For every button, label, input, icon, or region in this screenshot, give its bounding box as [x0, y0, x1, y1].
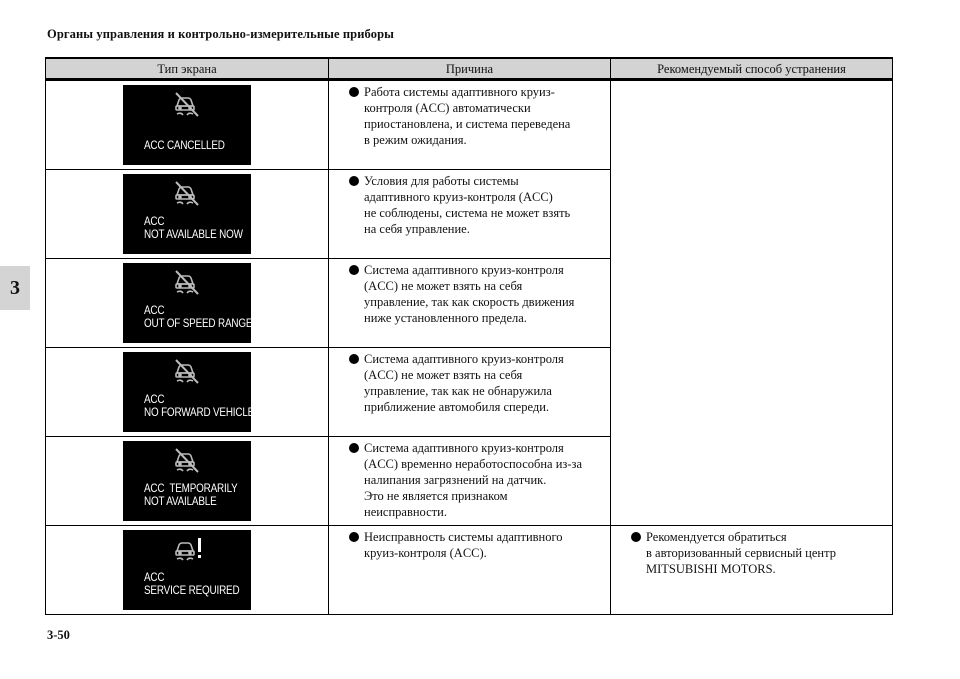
acc-warning-icon: [169, 535, 205, 563]
bullet-icon: [349, 265, 359, 275]
screen-message: ACC CANCELLED: [144, 140, 225, 152]
screen-type-cell: [46, 81, 329, 170]
display-screen: [123, 441, 251, 521]
cause-text: Система адаптивного круиз-контроля (ACC) временно неработоспособна из-за налипания загрязнений на датчик. Это не является признаком неисправности.: [364, 441, 582, 519]
column-header-screen-type: Тип экрана: [46, 58, 329, 81]
cause-text: Система адаптивного круиз-контроля (ACC) не может взять на себя управление, так как скорость движения ниже установленного предела.: [364, 263, 575, 325]
cause-cell: [329, 259, 611, 348]
cause-text: Условия для работы системы адаптивного круиз-контроля (ACC) не соблюдены, система не может взять на себя управление.: [364, 174, 571, 236]
page-title: Органы управления и контрольно-измерительные приборы: [47, 27, 394, 41]
bullet-icon: [349, 176, 359, 186]
screen-message: ACC OUT OF SPEED RANGE: [144, 305, 253, 330]
cause-text: Система адаптивного круиз-контроля (ACC) не может взять на себя управление, так как не обнаружила приближение автомобиля спереди.: [364, 352, 564, 414]
cause-cell: [329, 348, 611, 437]
column-header-cause: Причина: [329, 58, 611, 81]
display-messages-table: [45, 57, 893, 615]
screen-message: ACC TEMPORARILY NOT AVAILABLE: [144, 483, 238, 508]
table-row: [46, 526, 893, 615]
acc-off-icon: [173, 179, 201, 207]
display-screen: [123, 85, 251, 165]
display-screen: [123, 352, 255, 432]
cause-cell: [329, 437, 611, 526]
screen-type-cell: [46, 348, 329, 437]
screen-message: ACC SERVICE REQUIRED: [144, 572, 240, 597]
screen-type-cell: [46, 170, 329, 259]
remedy-cell: [611, 81, 893, 526]
chapter-tab: 3: [0, 266, 30, 310]
table-header-row: [46, 58, 893, 81]
screen-type-cell: [46, 437, 329, 526]
acc-off-icon: [173, 268, 201, 296]
bullet-icon: [631, 532, 641, 542]
screen-type-cell: [46, 526, 329, 615]
screen-type-cell: [46, 259, 329, 348]
cause-cell: [329, 81, 611, 170]
bullet-icon: [349, 532, 359, 542]
screen-message: ACC NO FORWARD VEHICLE: [144, 394, 255, 419]
cause-text: Работа системы адаптивного круиз- контроля (ACC) автоматически приостановлена, и система переведена в режим ожидания.: [364, 85, 571, 147]
column-header-remedy: Рекомендуемый способ устранения: [611, 58, 893, 81]
display-screen: [123, 263, 251, 343]
acc-off-icon: [173, 357, 201, 385]
page-number: 3-50: [47, 628, 70, 642]
acc-off-icon: [173, 446, 201, 474]
remedy-cell: [611, 526, 893, 615]
cause-text: Неисправность системы адаптивного круиз-контроля (ACC).: [364, 530, 563, 560]
remedy-text: Рекомендуется обратиться в авторизованный сервисный центр MITSUBISHI MOTORS.: [646, 530, 836, 576]
cause-cell: [329, 170, 611, 259]
display-screen: [123, 530, 251, 610]
acc-off-icon: [173, 90, 201, 118]
screen-message: ACC NOT AVAILABLE NOW: [144, 216, 243, 241]
bullet-icon: [349, 443, 359, 453]
bullet-icon: [349, 354, 359, 364]
bullet-icon: [349, 87, 359, 97]
cause-cell: [329, 526, 611, 615]
table-row: [46, 81, 893, 170]
display-screen: [123, 174, 251, 254]
